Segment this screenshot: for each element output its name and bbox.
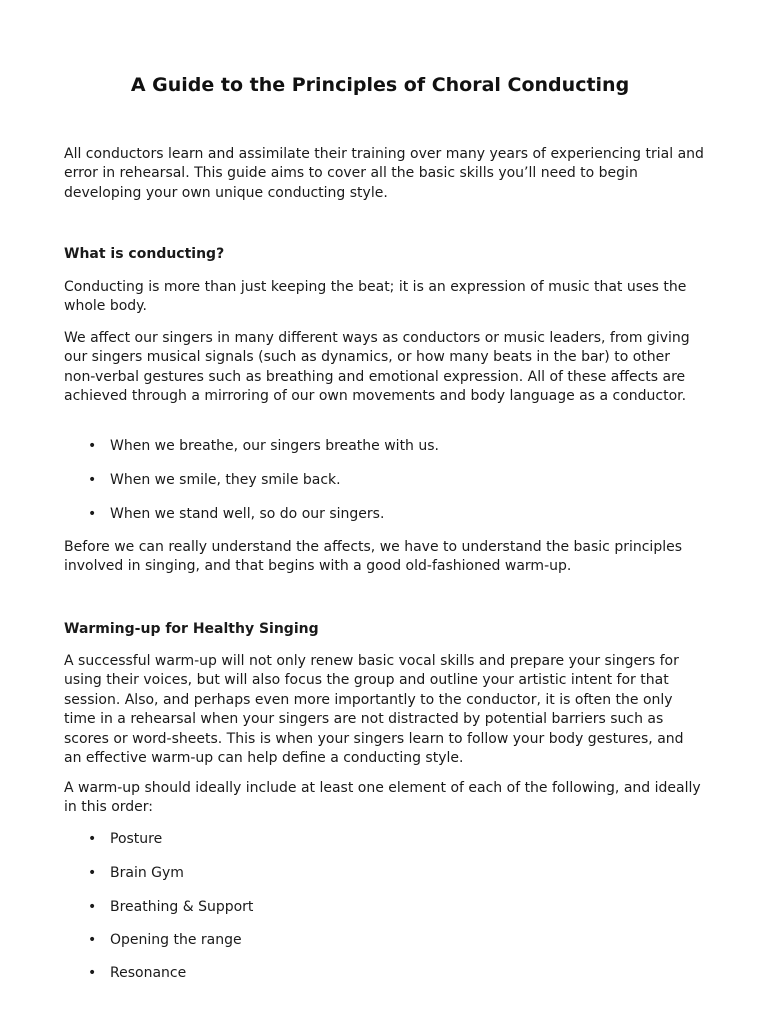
list-item-text: When we stand well, so do our singers. bbox=[110, 506, 385, 522]
section-heading-what-is-conducting: What is conducting? bbox=[64, 246, 225, 262]
section1-paragraph-1: Conducting is more than just keeping the beat; it is an expression of music that uses the whole body. bbox=[64, 279, 687, 315]
section2-paragraph-1: A successful warm-up will not only renew basic vocal skills and prepare your singers for using their voices, but will also focus the group and outline your artistic intent for that session. Also, and perhaps even more importantly to the conductor, it is often the only time in a rehearsal when your singers are not distracted by potential barriers such as scores or word-sheets. This is when your singers learn to follow your body gestures, and an effective warm-up can help define a conducting style. bbox=[64, 653, 684, 767]
section1-paragraph-2: We affect our singers in many different ways as conductors or music leaders, from giving our singers musical signals (such as dynamics, or how many beats in the bar) to other non-verbal gestures such as breathing and emotional expression. All of these affects are achieved through a mirroring of our own movements and body language as a conductor. bbox=[64, 330, 690, 405]
list-item-text: Resonance bbox=[110, 965, 187, 981]
list-item-text: Opening the range bbox=[110, 932, 242, 948]
bullet-icon: • bbox=[88, 865, 97, 881]
list-item-text: When we smile, they smile back. bbox=[110, 472, 341, 488]
section-heading-warming-up: Warming-up for Healthy Singing bbox=[64, 621, 319, 637]
bullet-icon: • bbox=[88, 831, 97, 847]
list-item-text: When we breathe, our singers breathe with us. bbox=[110, 438, 439, 454]
list-item-text: Breathing & Support bbox=[110, 899, 254, 915]
section2-paragraph-2: A warm-up should ideally include at least one element of each of the following, and ideally in this order: bbox=[64, 780, 701, 816]
intro-paragraph: All conductors learn and assimilate their training over many years of experiencing trial and error in rehearsal. This guide aims to cover all the basic skills you’ll need to begin developing your own unique conducting style. bbox=[64, 146, 704, 201]
bullet-icon: • bbox=[88, 965, 97, 981]
list-item-text: Posture bbox=[110, 831, 163, 847]
bullet-icon: • bbox=[88, 506, 97, 522]
section1-paragraph-3: Before we can really understand the affects, we have to understand the basic principles involved in singing, and that begins with a good old-fashioned warm-up. bbox=[64, 539, 683, 575]
bullet-icon: • bbox=[88, 932, 97, 948]
bullet-icon: • bbox=[88, 899, 97, 915]
bullet-icon: • bbox=[88, 472, 97, 488]
list-item-text: Brain Gym bbox=[110, 865, 184, 881]
bullet-icon: • bbox=[88, 438, 97, 454]
document-title: A Guide to the Principles of Choral Conducting bbox=[130, 74, 630, 96]
